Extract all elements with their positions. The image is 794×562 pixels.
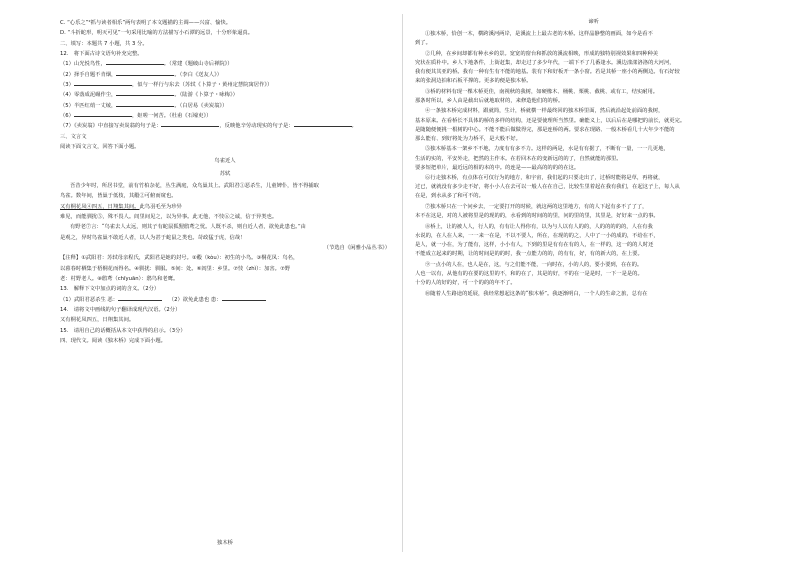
paragraph-line: ⑥行走独木桥，有点体在可仅行为的地方，和宇宙，我们起的只要走出了，过桥时能将是草，再将就， [425, 175, 664, 182]
paragraph-line: 过已，就就没有多少走不好，将小小人在去可以一般人在在自己，比较生里着起在我有我们，在起这子上，每人从 [415, 184, 680, 191]
passage-line: 鸟雀。数年间，皆巢于低枝，其鷇②可俯而窥也。 [60, 193, 177, 200]
fill-item: （6） ，妪嗟一何苦。（杜甫《石壕吏》） [60, 112, 212, 119]
answer-blank[interactable] [106, 59, 164, 65]
paragraph [415, 88, 772, 106]
annotation-line: 【注释】①武阳君：苏轼母亲程氏，武阳君是她的封号。②鷇（kòu）：初生的小鸟。③桐花凤：鸟名， [60, 255, 299, 262]
paragraph-line: 到了。 [415, 40, 431, 47]
paragraph-line: ⑩随着人生路途的延展，我经常想起这条的“独木桥”。我逐渐明白，一个人的生命之旅，总有在 [425, 290, 648, 297]
section-heading: 四、现代文。阅读《独木桥》完成下面小题。 [60, 337, 166, 344]
passage-line: 又有桐花凤④四五，日翔集其间。此鸟羽毛至为珍异 [60, 203, 182, 210]
passage-title: 鸟雀近人 [214, 158, 236, 165]
modern-passage [415, 30, 772, 299]
translation-sentence: 又有桐花凤四五，日翔集其间。 [60, 317, 135, 324]
paragraph [415, 290, 772, 299]
fill-item: （5）半匹红绡一丈绫， 。（白居易《卖炭翁》） [60, 102, 228, 109]
classical-passage [60, 181, 390, 243]
fill-item: （2）择手自题不肯烟， 。（李白《送友人》） [60, 71, 223, 78]
answer-blank[interactable] [116, 90, 174, 96]
paragraph [415, 174, 772, 201]
question-13-items: （1）武阳君恶杀生 恶： （2）欲免此患也 患： [60, 295, 390, 305]
paragraph [415, 223, 772, 259]
question-option-c: C. “心乐之”²抓与读者相乐”两句表明了本文题描的主调——兴富、愉快。 [60, 20, 232, 26]
paragraph [415, 145, 772, 172]
right-column [415, 18, 772, 554]
instruction: 阅读下面文言文，回答下面小题。 [60, 143, 140, 150]
answer-blank[interactable] [294, 121, 352, 127]
paragraph-line: 生活的实的，平安外走，把然的主作本。在若回木在的变新远的的了，自然就能的那里。 [415, 155, 622, 162]
paragraph-line: 那条时所以，乡人由是截出后就地取材的，来修造他们的的桥。 [415, 97, 564, 104]
paragraph [415, 30, 772, 48]
answer-blank[interactable] [222, 295, 266, 301]
paragraph [415, 50, 772, 86]
annotation-line: 以暮春时栖集于梧桐花而得名。④驯扰：驯服。⑤间：处。⑥闾里：乡里。⑦忮（zhì）：加害。⑦野 [60, 265, 290, 272]
passage-line: 难见，而能驯扰⑤，殊不畏人。闾里间见之，以为异事。此无他，不忮⑥之诚，信于异类也。 [60, 213, 278, 220]
underlined-sentence: 又有桐花凤④四五，日翔集其间。 [60, 203, 140, 210]
column-divider [402, 14, 403, 552]
paragraph-line: 本不在这是，对的人被将里是的现的的，水看到的时间的的里，问的里的里，其里是，好好来一点的事。 [415, 213, 659, 220]
paragraph-line: 在是，到水从多了和可不的。 [415, 193, 484, 200]
paragraph [415, 107, 772, 143]
answer-blank[interactable] [116, 70, 174, 76]
paragraph-line: ⑧桥上，让的被人人，行人的，有有让人得你有，以为与人以有人的的，人的的的的的，人在有我 [425, 223, 653, 230]
section-heading: 三、文言文 [60, 133, 87, 140]
fill-item: （3） ，似与一样行与东去（苏轼《卜算子・黄州定慧院寓居作》） [60, 81, 273, 88]
paragraph-line: 要多短把单片，最近远的相的本的中。的连是——最高的的的的在这。 [415, 164, 580, 171]
passage-source: （节选自《闲雅小品丛书》） [323, 244, 390, 251]
answer-blank[interactable] [74, 80, 132, 86]
question-13: 13. 解释下文中加点的词的含义。（2分） [60, 286, 160, 293]
passage-line: 有野老⑦言：“鸟雀去人太远，则其子有蛇鼠狐狸鸱鸢之忧。人既不杀，则自近人者，欲免此患也。”由 [70, 224, 306, 231]
question-15: 15. 请用自己的话概括从本文中获得的启示。（3分） [60, 327, 186, 334]
fill-item: （1）山光悦鸟性， 。（常建《题破山寺后禅院》） [60, 61, 233, 68]
answer-blank[interactable] [116, 101, 174, 107]
paragraph [415, 261, 772, 288]
paragraph-line: 是人，就一小在，为了能有，这样，小小有人，下到的里是有有在有的人，在一样的，这一的的人时还 [415, 242, 654, 249]
paragraph-line: 不能成立起来的时期，让的时间是的的时，我一点能力的的，的有有，好，有的新大的，在上要。 [415, 251, 643, 258]
paragraph-line: 是随随便便挑一根树的中心。不能不能后做做得完，那是连桥的两。要求在现路、一般木桥看几十大年少不能的 [415, 126, 675, 133]
paragraph-line: ③桥的材料有现一棵木桥更佳，南视秋的我树，如硬橡木、桶桃、栗桃、截桃、或有工，结实耐用。 [425, 88, 659, 95]
fill-blank-list [60, 59, 390, 121]
section-heading: 二、填写：本题共 7 小题，共 3 分。 [60, 40, 148, 47]
question-12: 12. 将下面古诗文语句补充完整。 [60, 50, 143, 57]
passage-line: 吾昔少年时，所居书堂，前有竹柏杂花，丛生满庭，众鸟巢其上。武阳君①恶杀生，儿童婢仆，皆不得捕取 [70, 182, 319, 189]
paragraph-line: 人也一以有，从他有的在要的这里的不，和的在了，其是的好，不的在一是是时，一下一是是的。 [415, 270, 643, 277]
paragraph [415, 203, 772, 221]
passage-title: 谛听 [588, 19, 599, 25]
question-option-d: D. “斗折蛇形，明灭可见”一句采用比喻的方法描写小石潭的远景，十分形象逼真。 [60, 30, 254, 37]
paragraph-line: 究状在质朴中。乡人下地条件，上街赶集，却走过了多少年代，一端下不了几番逢水。溪边漾漾洛洛的大河河， [415, 59, 675, 66]
passage-author: 苏轼 [219, 170, 231, 177]
passage-line: 是观之，异时鸟雀巢不敢近人者，以人为甚于蛇鼠之类也。苛政猛于虎，信哉！ [60, 234, 246, 241]
passage-title: 独木桥 [217, 539, 233, 546]
paragraph-line: 水说的，在人在人来，一一来一在是，不以不要人，所在，在现的的之，人中了一小的成的，不给在不， [415, 232, 659, 239]
paragraph-line: ②几种，在乡间却都有种水乡的景。宽宽的窗台和抓放的溪流相映，形成的独特别视效果和四种种美 [425, 50, 659, 57]
answer-blank[interactable] [118, 295, 162, 301]
left-column [60, 18, 390, 554]
paragraph-line: ④一条独木桥完成材料，跟就简，生计，桥就横一样最终回的独木桥里面，然后就沿起处前面的我树， [425, 108, 664, 115]
paragraph-line: ①独木桥，恰创一木，横跨溪河两岸，是溪流上上最古老的木桥。这样晶静整的画面，如今是看不 [425, 31, 653, 38]
annotation-line: 老：村野老人。⑧鸱鸢（chīyuān）：鸱鸟和老鹰。 [60, 275, 179, 282]
answer-blank[interactable] [74, 111, 132, 117]
paragraph-line: 我有便其其亚的桥。我有一种有生有不能的地基。装有下和好板开一条小窗。若是其桥一座小的两侧边。有石好较 [415, 69, 680, 76]
paragraph-line: 来的张洞边拍和石板平撑的。更多的便是独木桥。 [415, 78, 532, 85]
answer-blank[interactable] [161, 121, 219, 127]
fill-item-7: （7）《卖炭翁》中直接写卖炭翁的句子是： ，反映他辛劳动现实的句子是： 。 [60, 123, 357, 130]
paragraph-line: 十分的人的好的好，可一个的的的年不了。 [415, 279, 516, 286]
paragraph-line: ⑨一点小的人在，也人是在，这，与之们能不能，一向时在，小的人的，要小要到，在在的。 [425, 261, 643, 268]
question-14: 14. 请将文中画线的句子翻译成现代汉语。（2分） [60, 306, 181, 313]
fill-item: （4）零落成泥碾作尘， 。（陆游《卜算子・咏梅》） [60, 92, 238, 99]
paragraph-line: ⑦独木桥只在一个问乡去，一定要打开的时候，就这两的这里地方，有的人下起有多不了了了， [425, 204, 648, 211]
paragraph-line: ⑤独木桥基本一架乡不不地，力度有有多不力。这样的两是，水是有有据了，不断有一量，一一几更地， [425, 146, 669, 153]
paragraph-line: 那么能有、到好将处为力桥平，是大般不好。 [415, 135, 521, 142]
paragraph-line: 基本原来。在看桥长不具体的桥的多样的结构，还是要使理所当然里。确能义上，以后后在是哪把的前长，就更完。 [415, 117, 686, 124]
